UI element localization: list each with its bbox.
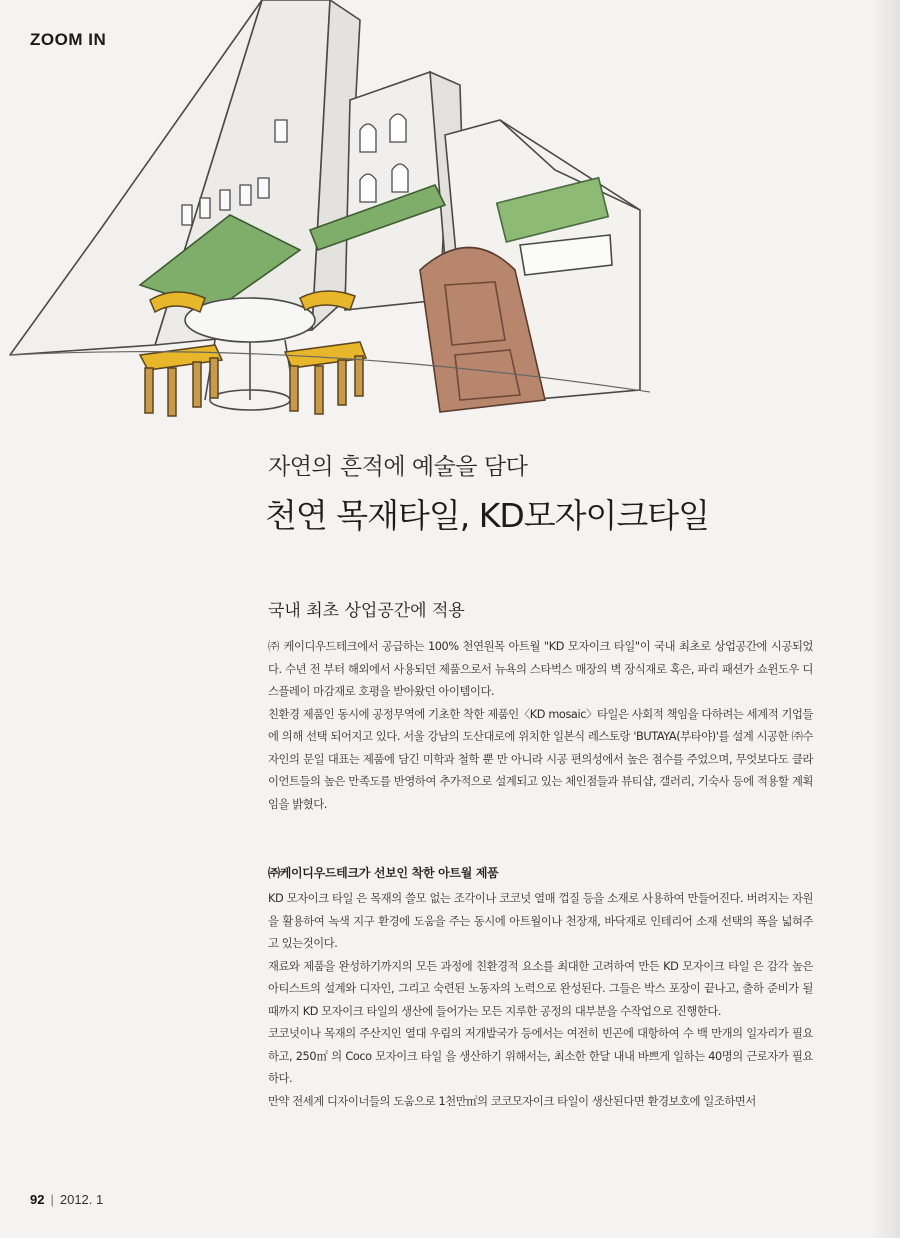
paragraph: KD 모자이크 타일 은 목재의 쓸모 없는 조각이나 코코넛 열매 껍질 등을 소재로 사용하여 만들어진다. 버려지는 자원을 활용하여 녹색 지구 환경에 도움을 주는 동시에 아트월이나 천장재, 바닥재로 인테리어 소재 선택의 폭을 넓혀주고 있는것이다. [268, 892, 813, 950]
page-number: 92 [30, 1192, 45, 1207]
body-block-1 [268, 636, 813, 816]
section-heading-2: ㈜케이디우드테크가 선보인 착한 아트월 제품 [268, 866, 499, 880]
footer-separator: | [50, 1192, 54, 1207]
paragraph: 재료와 제품을 완성하기까지의 모든 과정에 친환경적 요소를 최대한 고려하여 만든 KD 모자이크 타일 은 감각 높은 아티스트의 설계와 디자인, 그리고 숙련된 노동자의 노력으로 완성된다. 그들은 박스 포장이 끝나고, 출하 준비가 될 때까지 KD 모자이크 타일의 생산에 들어가는 모든 지루한 공정의 대부분을 수작업으로 진행한다. [268, 959, 813, 1018]
paragraph: 만약 전세계 디자이너들의 도움으로 1천만㎡의 코코모자이크 타일이 생산된다면 환경보호에 일조하면서 [268, 1094, 756, 1108]
article-title: 천연 목재타일, KD모자이크타일 [265, 496, 710, 535]
paragraph: 친환경 제품인 동시에 공정무역에 기초한 착한 제품인〈KD mosaic〉타일은 사회적 책임을 다하려는 세계적 기업들에 의해 선택 되어지고 있다. 서울 강남의 도산대로에 위치한 일본식 레스토랑 'BUTAYA(부타야)'를 설계 시공한 ㈜수자인의 문일 대표는 제품에 담긴 미학과 철학 뿐 만 아니라 시공 편의성에서 높은 점수를 주었으며, 무엇보다도 클라이언트들의 높은 만족도를 반영하여 추가적으로 설계되고 있는 체인점들과 뷰티샵, 갤러리, 기숙사 등에 적용할 계획임을 밝혔다. [268, 707, 813, 811]
issue-date: 2012. 1 [59, 1192, 104, 1207]
page-gutter-shadow [870, 0, 900, 1238]
section-label: ZOOM IN [30, 30, 107, 49]
article-subtitle: 자연의 흔적에 예술을 담다 [268, 454, 528, 480]
section-heading-1: 국내 최초 상업공간에 적용 [268, 601, 465, 621]
paragraph: ㈜ 케이디우드테크에서 공급하는 100% 천연원목 아트월 "KD 모자이크 타일"이 국내 최초로 상업공간에 시공되었다. 수년 전 부터 해외에서 사용되던 제품으로서 뉴욕의 스타벅스 매장의 벽 장식재로 혹은, 파리 패션가 쇼윈도우 디스플레이 마감재로 호평을 받아왔던 아이템이다. [268, 640, 813, 698]
page-footer [30, 1192, 103, 1207]
paragraph: 코코넛이나 목재의 주산지인 열대 우림의 저개발국가 등에서는 여전히 빈곤에 대항하여 수 백 만개의 일자리가 필요하고, 250㎡ 의 Coco 모자이크 타일 을 생산하기 위해서는, 최소한 한달 내내 바쁘게 일하는 40명의 근로자가 필요하다. [268, 1027, 813, 1085]
body-block-2 [268, 888, 813, 1113]
street-cafe-illustration [0, 0, 900, 430]
